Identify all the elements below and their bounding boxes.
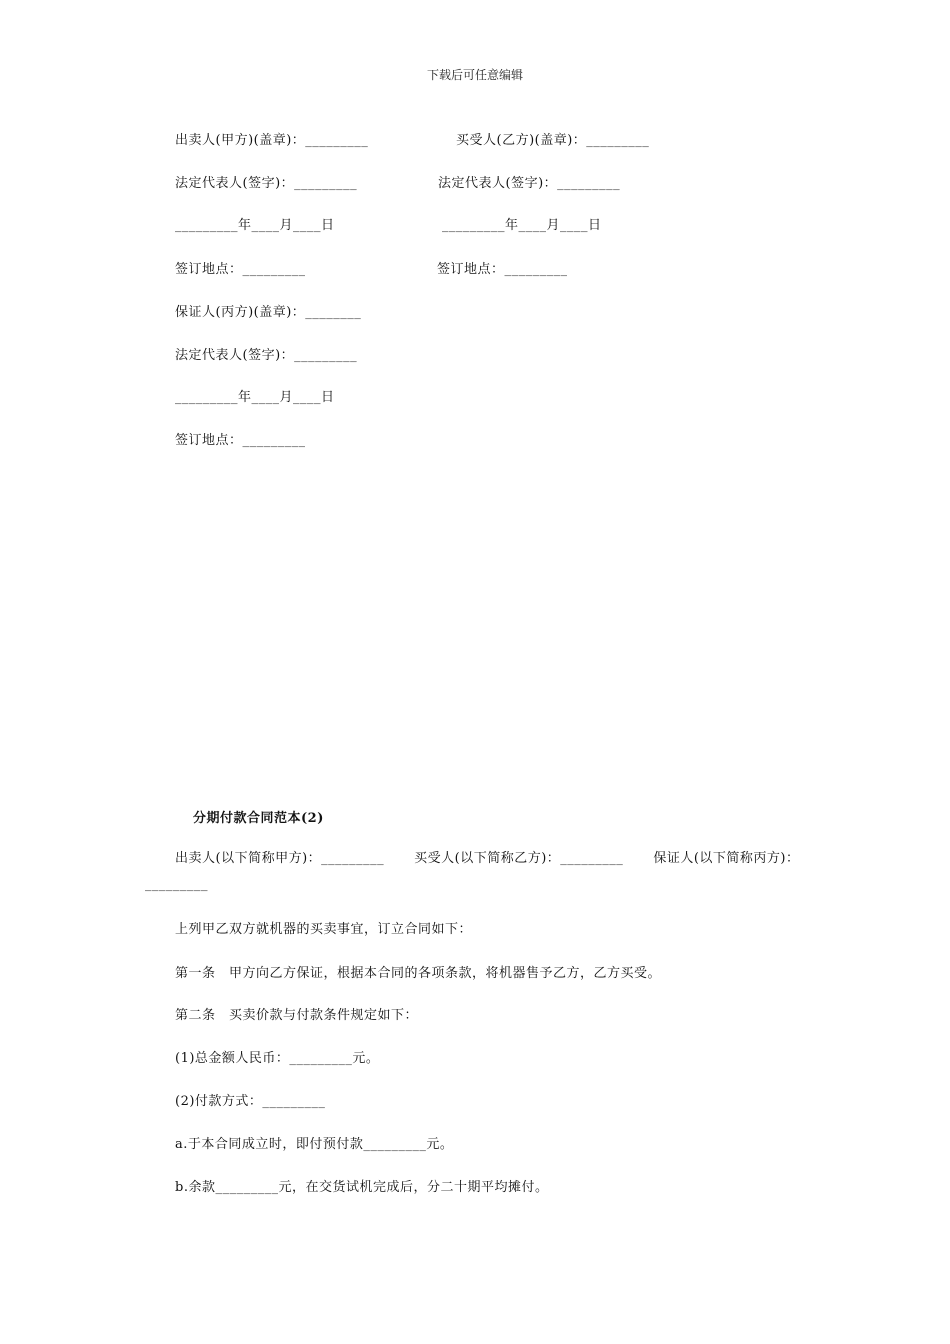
party-guarantor: 保证人(以下简称丙方)：_________ — [145, 851, 800, 892]
article-2: 第二条 买卖价款与付款条件规定如下： — [175, 1008, 419, 1023]
buyer-place-line: 签订地点：_________ — [437, 262, 568, 277]
intro-paragraph: 上列甲乙双方就机器的买卖事宜，订立合同如下： — [175, 922, 473, 937]
item-down-payment: a.于本合同成立时，即付预付款_________元。 — [175, 1137, 454, 1152]
seller-date-line: _________年____月____日 — [175, 218, 335, 233]
guarantor-sign-line: 保证人(丙方)(盖章)：________ — [175, 305, 362, 320]
buyer-sign-line: 买受人(乙方)(盖章)：_________ — [456, 133, 650, 148]
party-seller: 出卖人(以下简称甲方)：_________ — [175, 851, 385, 866]
guarantor-place-line: 签订地点：_________ — [175, 433, 306, 448]
buyer-rep-line: 法定代表人(签字)：_________ — [438, 176, 621, 191]
page-header: 下载后可任意编辑 — [426, 68, 523, 82]
parties-paragraph — [145, 846, 810, 898]
item-payment-method: (2)付款方式：_________ — [175, 1094, 326, 1109]
seller-place-line: 签订地点：_________ — [175, 262, 306, 277]
seller-rep-line: 法定代表人(签字)：_________ — [175, 176, 358, 191]
seller-sign-line: 出卖人(甲方)(盖章)：_________ — [175, 133, 369, 148]
party-buyer: 买受人(以下简称乙方)：_________ — [414, 851, 624, 866]
item-balance: b.余款_________元，在交货试机完成后，分二十期平均摊付。 — [175, 1180, 549, 1195]
guarantor-date-line: _________年____月____日 — [175, 390, 335, 405]
buyer-date-line: _________年____月____日 — [442, 218, 602, 233]
article-1: 第一条 甲方向乙方保证，根据本合同的各项条款，将机器售予乙方，乙方买受。 — [175, 966, 662, 981]
contract-title: 分期付款合同范本(2) — [193, 811, 324, 826]
guarantor-rep-line: 法定代表人(签字)：_________ — [175, 348, 358, 363]
item-total-amount: (1)总金额人民币：_________元。 — [175, 1051, 380, 1066]
